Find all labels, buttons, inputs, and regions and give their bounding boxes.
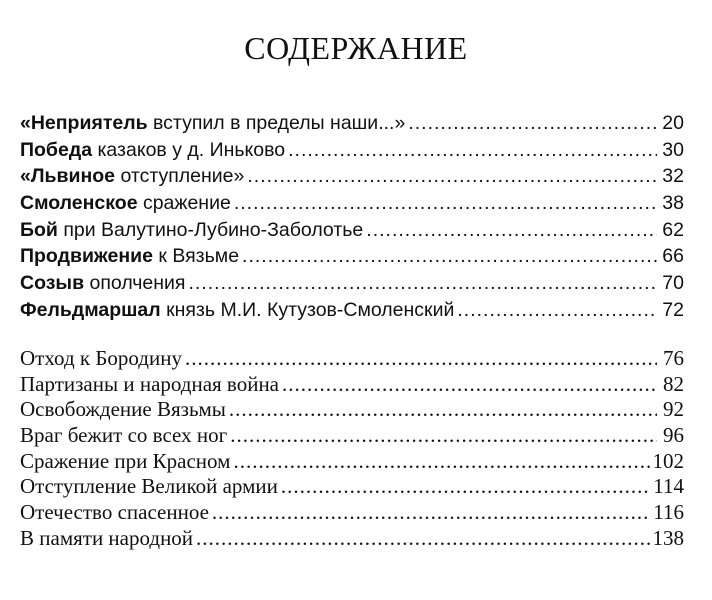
toc-entry-title-bold: Фельдмаршал [20, 298, 161, 321]
toc-entry-page: 102 [652, 448, 684, 473]
toc-entry-title-rest: князь М.И. Кутузов-Смоленский [160, 298, 455, 321]
dot-leader [282, 372, 657, 398]
toc-entry [20, 137, 684, 164]
toc-entry-page: 38 [662, 192, 684, 215]
toc-entry-page: 138 [652, 525, 684, 550]
dot-leader [230, 423, 657, 449]
toc-entry-title-rest: при Валутино-Лубино-Заболотье [57, 218, 364, 241]
toc-entry-page: 70 [662, 272, 684, 295]
dot-leader [281, 474, 650, 500]
dot-leader [189, 270, 658, 297]
toc-entry-title-rest: казаков у д. Иньково [92, 138, 286, 161]
toc-entry-title-bold: Продвижение [20, 245, 153, 268]
dot-leader [233, 449, 649, 475]
dot-leader [288, 137, 657, 164]
dot-leader [242, 243, 657, 270]
toc-entry-title: Отход к Бородину [20, 346, 182, 370]
dot-leader [457, 297, 657, 324]
toc-section-b [20, 346, 684, 552]
toc-entry-title [20, 190, 231, 217]
toc-entry-title-rest: ополчения [84, 272, 186, 295]
toc-entry-title-bold: Бой [20, 218, 58, 241]
toc-entry-title-bold: «Львиное [20, 165, 116, 188]
toc-entry-title: Освобождение Вязьмы [20, 397, 226, 422]
toc-entry [20, 526, 684, 552]
toc-entry-title-rest: отступление» [115, 165, 245, 188]
page-title: СОДЕРЖАНИЕ [244, 30, 468, 66]
toc-entry-title: Партизаны и народная война [20, 371, 280, 396]
toc-entry-page: 30 [662, 138, 684, 161]
toc-entry-title-bold: Созыв [20, 272, 85, 295]
toc-entry [20, 217, 684, 244]
toc-entry-page: 116 [653, 500, 684, 525]
toc-entry-title-rest: к Вязьме [152, 245, 240, 268]
toc-entry-title-rest: вступил в пределы наши...» [147, 112, 406, 134]
toc-entry-title [20, 243, 239, 270]
toc-entry-page: 76 [663, 346, 684, 370]
dot-leader [247, 163, 657, 190]
toc-entry [20, 500, 684, 526]
toc-entry-page: 32 [662, 165, 684, 188]
toc-entry [20, 163, 684, 190]
toc-entry-title-bold: Победа [20, 138, 93, 161]
toc-entry-title [20, 297, 454, 324]
toc-entry-title [20, 163, 244, 190]
toc-entry-page: 20 [662, 112, 684, 134]
toc-entry-page: 66 [662, 245, 684, 268]
toc-entry-page: 72 [662, 298, 684, 321]
toc-entry-page: 92 [663, 397, 684, 422]
toc-entry [20, 297, 684, 324]
toc-entry-title [20, 217, 363, 244]
dot-leader [366, 217, 657, 244]
toc-entry-title [20, 270, 186, 297]
toc-entry-page: 62 [662, 218, 684, 241]
toc-entry-title: В памяти народной [20, 525, 194, 550]
dot-leader [212, 500, 650, 526]
toc-entry [20, 346, 684, 372]
toc-entry [20, 372, 684, 398]
toc-entry-page: 96 [663, 423, 684, 448]
toc-entry-title [20, 110, 405, 137]
toc-entry-page: 114 [653, 474, 684, 499]
toc-entry [20, 449, 684, 475]
toc-entry-page: 82 [663, 371, 684, 396]
dot-leader [234, 190, 657, 217]
toc-entry-title: Враг бежит со всех ног [20, 423, 228, 448]
dot-leader [408, 110, 657, 137]
toc-entry-title-bold: «Неприятель [20, 112, 148, 134]
dot-leader [185, 346, 657, 372]
toc-entry-title-bold: Смоленское [20, 192, 138, 215]
toc-entry-title: Отечество спасенное [20, 500, 209, 525]
toc-entry [20, 243, 684, 270]
toc-entry-title: Отступление Великой армии [20, 474, 278, 499]
toc-entry [20, 270, 684, 297]
toc-entry [20, 397, 684, 423]
toc-entry [20, 423, 684, 449]
dot-leader [229, 397, 657, 423]
dot-leader [196, 526, 649, 552]
toc-entry [20, 474, 684, 500]
toc-entry-title: Сражение при Красном [20, 448, 231, 473]
toc-entry-title [20, 137, 285, 164]
toc-entry-title-rest: сражение [137, 192, 231, 215]
toc-entry [20, 190, 684, 217]
toc-section-a [20, 110, 684, 324]
toc-entry [20, 110, 684, 137]
